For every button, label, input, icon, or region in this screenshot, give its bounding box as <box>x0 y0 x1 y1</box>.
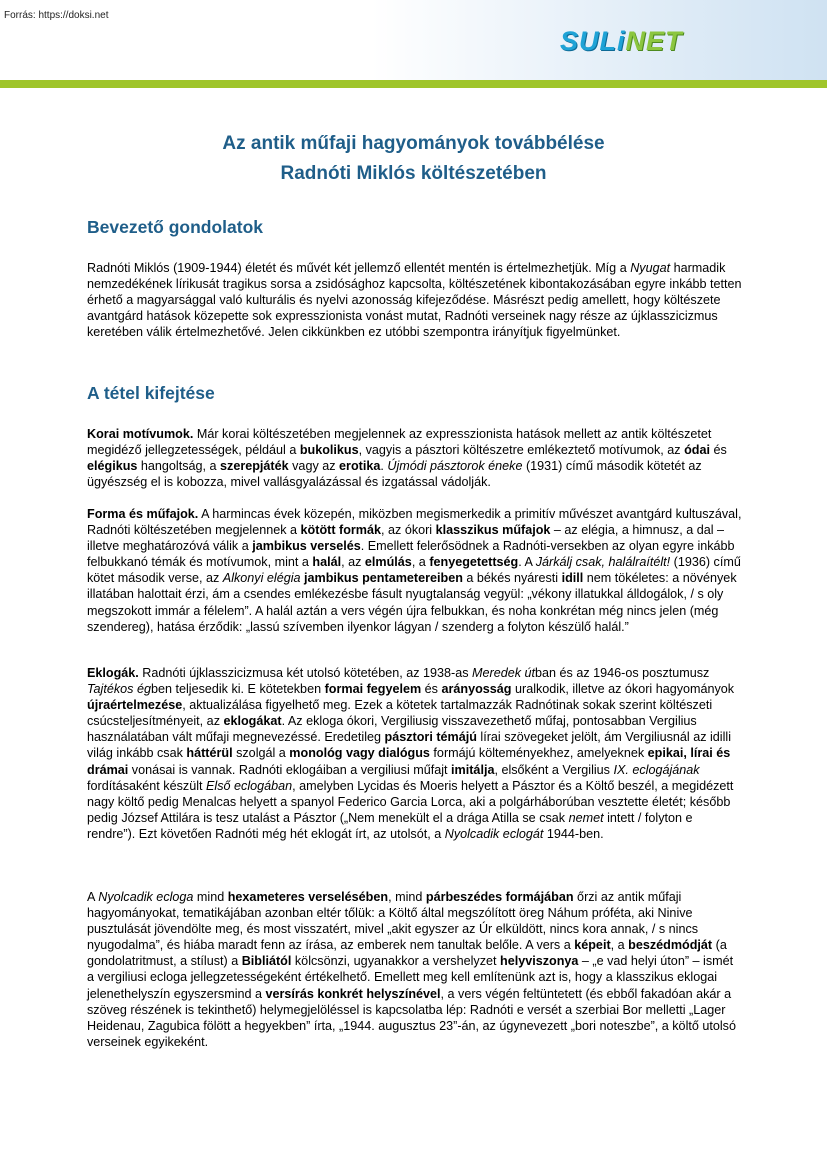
text-run: eklogákat <box>223 714 282 729</box>
text-run: vagy az <box>288 459 340 474</box>
logo-text-net: NET <box>625 26 683 56</box>
text-run: újraértelmezése <box>87 698 183 713</box>
text-run: ban és az 1946-os posztumusz <box>535 666 710 680</box>
text-run: ben teljesedik ki. E kötetekben <box>150 682 325 697</box>
text-run: 1944-ben. <box>543 826 604 841</box>
paragraph-nyolcadik-ecloga <box>87 889 742 1050</box>
source-note: Forrás: https://doksi.net <box>4 10 109 21</box>
text-run: és <box>421 682 442 697</box>
text-run: Első eclogában <box>206 778 293 793</box>
text-run: Radnóti újklasszicizmusa két utolsó kötetében, az 1938-as <box>138 666 473 680</box>
text-run: nem tökéletes: a növények illatában halottait érzi, ám a csendes emlékezésbe fásult nyugtalanság vegyül: „vékony illatukkal álldogálok, / s oly megszokott immár a félelem”. A halál aztán a vers végén újra felbukkan, és noha konkrétan még nincs jelen (még szendereg), hatása érződik: „lassú szívemben ilyenkor lágyan / szenderg a folyton készülő halál.” <box>87 571 737 634</box>
text-run: a békés nyáresti <box>462 571 562 586</box>
text-run: , vagyis a pásztori költészetre emlékeztető motívumok, az <box>358 443 685 458</box>
document-title-line-1: Az antik műfaji hagyományok továbbélése <box>222 133 605 154</box>
text-run: bukolikus <box>299 443 359 458</box>
text-run: Tajtékos ég <box>87 682 151 697</box>
text-run: idill <box>561 571 584 586</box>
text-run: formai fegyelem <box>324 682 422 697</box>
text-run: klasszikus műfajok <box>435 523 551 538</box>
text-run: formájú költeményekhez, amelyeknek <box>429 746 648 761</box>
text-run: , amelyben Lycidas és Moeris helyett a Pásztor és a Költő beszél, a megidézett nagy költő pedig Menalcas helyett a spanyol Federico Garcia Lorca, aki a polgárháborúban vesztette életét; később pedig József Attilára is tesz utalást a Pásztor („Nem menekült el a drága Atilla se csak <box>87 778 734 825</box>
text-run: szerepjáték <box>220 459 289 474</box>
paragraph-intro <box>87 260 742 340</box>
text-run: uralkodik, illetve az ókori hagyományok <box>511 682 735 697</box>
text-run: fenyegetettség <box>429 555 519 570</box>
text-run: intett / folyton e rendre”). Ezt követően Radnóti még hét eklogát írt, az utolsót, a <box>87 810 693 841</box>
text-run: IX. eclogájának <box>613 762 700 777</box>
text-run: kölcsönzi, ugyanakkor a vershelyzet <box>291 954 500 969</box>
text-run: szolgál a <box>232 746 290 761</box>
text-run: beszédmódját <box>628 938 713 953</box>
text-run: arányosság <box>441 682 512 697</box>
text-run: ódai <box>684 443 710 458</box>
text-run: . A <box>518 555 536 570</box>
text-run: nemet <box>568 810 604 825</box>
text-run: őrzi az antik műfaji hagyományokat, tematikájában azonban eltér tőlük: a Költő által megszólított öreg Náhum próféta, aki Ninive pusztulását jövendölte meg, és most visszatért, mivel „akit egyszer az Úr elküldött, nincs kora annak, / s nincs nyugodalma”, és hiába maradt fenn az írása, az emberek nem tanultak belőle. A vers a <box>87 890 699 953</box>
text-run: A <box>87 890 99 904</box>
text-run: jambikus pentametereiben <box>304 571 463 586</box>
text-run: monológ vagy dialógus <box>289 746 430 761</box>
text-run: Meredek út <box>472 666 536 680</box>
text-run: Alkonyi elégia <box>222 571 301 586</box>
text-run: Bibliától <box>241 954 292 969</box>
paragraph-forma-es-mufajok <box>87 506 742 635</box>
text-run: Radnóti Miklós (1909-1944) életét és művét két jellemző ellentét mentén is értelmezhetjük. Míg a <box>87 261 631 275</box>
text-run: (1931) című második kötetét az ügyészség el is kobozza, mivel vallásgyalázással és izgatással vádolják. <box>87 459 702 490</box>
text-run: Korai motívumok. <box>87 427 194 441</box>
text-run: erotika <box>339 459 381 474</box>
text-run: Nyolcadik eclogát <box>444 826 544 841</box>
text-run: . Az ekloga ókori, Vergiliusig visszavezethető műfaj, pontosabban Vergilius használatában vált műfaji megnevezéssé. Eredetileg <box>87 714 697 745</box>
paragraph-korai-motivumok <box>87 426 742 490</box>
text-run: , mind <box>388 890 426 904</box>
text-run: . Emellett felerősödnek a Radnóti-versekben az olyan egyre inkább felbukkanó témák és motívumok, mint a <box>87 539 735 570</box>
text-run: imitálja <box>451 762 495 777</box>
document-title-line-2: Radnóti Miklós költészetében <box>280 163 547 184</box>
section-heading-intro: Bevezető gondolatok <box>87 217 263 237</box>
text-run: Már korai költészetében megjelennek az expresszionista hatások mellett az antik költészetet megidéző jellegzetességek, például a <box>87 427 712 458</box>
text-run: (a gondolatritmust, a stílust) a <box>87 938 727 969</box>
text-run: (1936) című kötet második verse, az <box>87 555 741 586</box>
text-run: . <box>380 459 388 474</box>
paragraph-eklogak <box>87 665 742 842</box>
text-run: , elsőként a Vergilius <box>494 762 614 777</box>
text-run: versírás konkrét helyszínével <box>265 986 441 1001</box>
section-heading-main: A tétel kifejtése <box>87 383 215 403</box>
text-run: Járkálj csak, halálraítélt! <box>535 555 671 570</box>
text-run: , az <box>341 555 365 570</box>
text-run: lírai szövegeket jelölt, ám Vergiliusnál az idilli világ inkább csak <box>87 730 731 761</box>
text-run: párbeszédes formájában <box>425 890 574 904</box>
text-run: képeit <box>574 938 611 953</box>
text-run: háttérül <box>186 746 233 761</box>
text-run: Forma és műfajok. <box>87 507 199 521</box>
sulinet-logo <box>560 26 683 57</box>
header-gradient <box>0 0 827 80</box>
text-run: , a <box>610 938 629 953</box>
text-run: vonásai is vannak. Radnóti eklogáiban a vergiliusi műfajt <box>128 762 452 777</box>
text-run: hexameteres verselésében <box>227 890 389 904</box>
text-run: és <box>710 443 727 458</box>
text-run: , a <box>411 555 430 570</box>
text-run: kötött formák <box>300 523 382 538</box>
text-run: fordításaként készült <box>87 778 207 793</box>
text-run: , az ókori <box>381 523 436 538</box>
text-run: pásztori témájú <box>384 730 477 745</box>
text-run: elmúlás <box>364 555 412 570</box>
header-divider <box>0 80 827 88</box>
text-run: elégikus <box>87 459 138 474</box>
text-run: Nyolcadik ecloga <box>98 890 194 904</box>
logo-text-suli: SULi <box>560 26 626 56</box>
text-run: – „e vad helyi úton” – ismét a vergiliusi ecloga jellegzetességeként értékelhető. Emellett meg kell említenünk azt is, hogy a klasszikus eklogai jelenethelyszín egyszersmind a <box>87 954 734 1001</box>
text-run: helyviszonya <box>500 954 579 969</box>
text-run: A harmincas évek közepén, miközben megismerkedik a primitív művészet avantgárd kultuszával, Radnóti költészetében megjelennek a <box>87 507 742 538</box>
text-run: , aktualizálása figyelhető meg. Ezek a kötetek tartalmazzák Radnótinak sokak szerint költészeti csúcsteljesítményeit, az <box>87 698 713 729</box>
text-run: – az elégia, a himnusz, a dal – illetve meghatározóvá válik a <box>87 523 725 554</box>
text-run: epikai, lírai és drámai <box>87 746 731 777</box>
page-header <box>0 0 827 80</box>
text-run: Nyugat <box>630 261 671 275</box>
text-run: , a vers végén feltüntetett (és ebből fakadóan akár a szöveg részének is tekinthető) helymegjelöléssel is kapcsolatba lép: Radnóti e versét a szerbiai Bor melletti „Lager Heidenau, Zagubica fölött a hegyekben” írta, „1944. augusztus 23”-án, az úgynevezett „bori noteszbe”, a költő utolsó verseinek egyikeként. <box>87 986 736 1049</box>
text-run: halál <box>312 555 342 570</box>
text-run: Eklogák. <box>87 666 139 680</box>
text-run: Újmódi pásztorok éneke <box>387 459 523 474</box>
text-run: hangoltság, a <box>137 459 221 474</box>
text-run: mind <box>193 890 228 904</box>
text-run: harmadik nemzedékének lírikusát tragikus sorsa a zsidósághoz kapcsolta, költészetének kibontakozásában egyre inkább tetten érhető a magyarsággal való kulturális és nyelvi azonosság kifejeződése. Másrészt pedig amellett, hogy költészete avantgárd hatások közepette sok expresszionista vonást mutat, Radnóti verseinek nagy része az újklasszicizmus keretében válik értelmezhetővé. Jelen cikkünkben ez utóbbi szempontra irányítjuk figyelmünket. <box>87 261 742 340</box>
text-run: jambikus verselés <box>252 539 361 554</box>
